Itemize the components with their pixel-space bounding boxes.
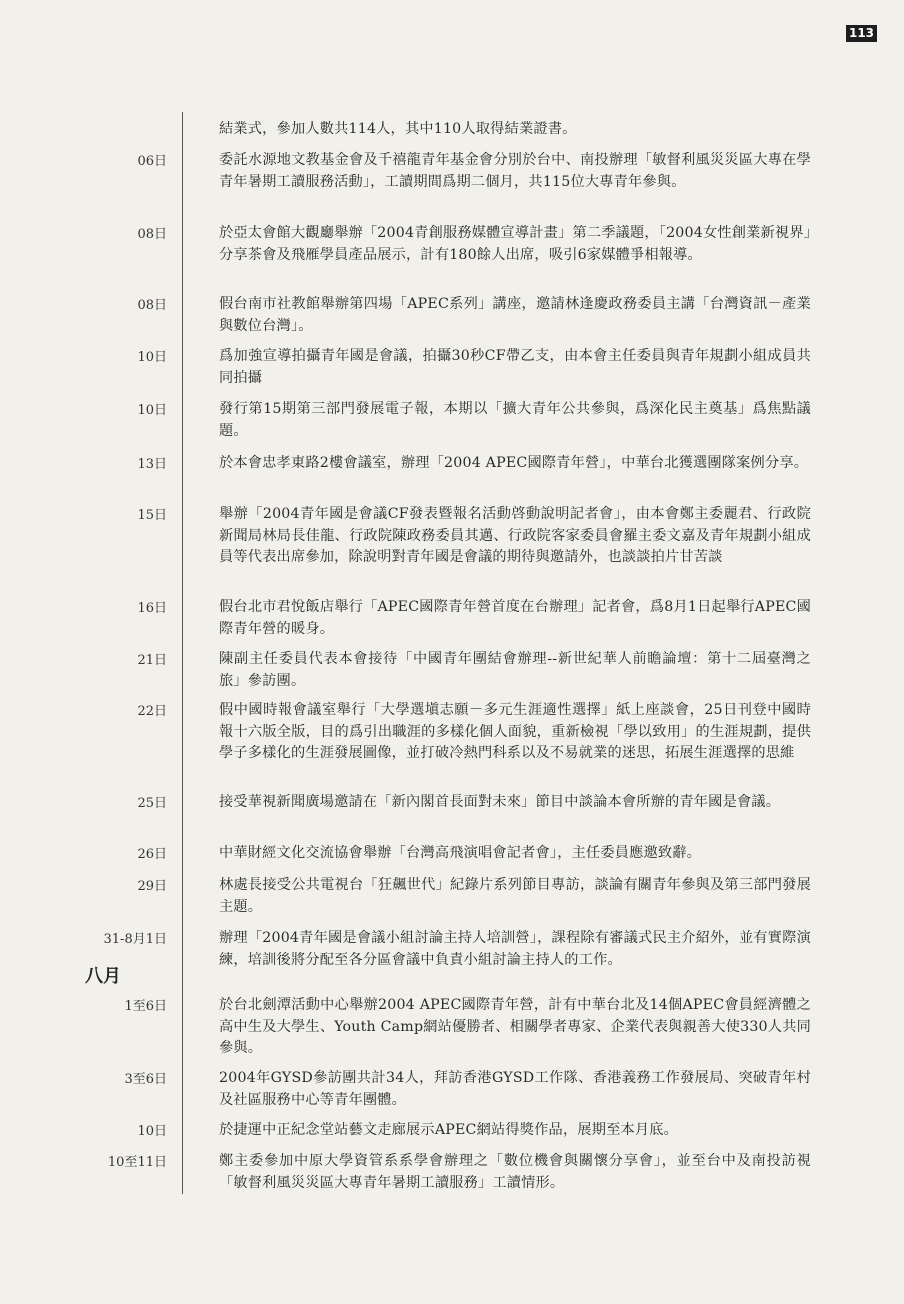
entry-date: 21日 — [137, 653, 167, 668]
timeline-divider — [182, 112, 183, 1194]
entry-date: 06日 — [137, 154, 167, 169]
entry-text: 辦理「2004青年國是會議小組討論主持人培訓營」，課程除有審議式民主介紹外，並有實際演練，培訓後將分配至各分區會議中負責小組討論主持人的工作。 — [219, 930, 811, 968]
entry-date: 16日 — [137, 601, 167, 616]
entry-date: 10日 — [137, 1124, 167, 1139]
entry-text: 於亞太會館大觀廳舉辦「2004青創服務媒體宣導計畫」第二季議題，「2004女性創業新視界」分享茶會及飛雁學員產品展示，計有180餘人出席，吸引6家媒體爭相報導。 — [219, 225, 811, 263]
entry-text: 鄭主委參加中原大學資管系系學會辦理之「數位機會與關懷分享會」，並至台中及南投訪視「敏督利風災災區大專青年暑期工讀服務」工讀情形。 — [219, 1153, 811, 1191]
page-number: 113 — [846, 25, 877, 42]
entry-text: 林處長接受公共電視台「狂飆世代」紀錄片系列節目專訪，談論有關青年參與及第三部門發展主題。 — [219, 877, 811, 915]
entry-text: 假台南市社教館舉辦第四場「APEC系列」講座，邀請林逢慶政務委員主講「台灣資訊－產業與數位台灣」。 — [219, 296, 811, 334]
entry-date: 08日 — [137, 298, 167, 313]
entry-date: 1至6日 — [124, 999, 167, 1014]
entry-date: 31-8月1日 — [103, 932, 167, 947]
entry-text: 爲加強宣導拍攝青年國是會議，拍攝30秒CF帶乙支，由本會主任委員與青年規劃小組成員共同拍攝 — [219, 348, 811, 386]
entry-text: 中華財經文化交流協會舉辦「台灣高飛演唱會記者會」，主任委員應邀致辭。 — [219, 845, 702, 861]
entry-text: 發行第15期第三部門發展電子報，本期以「擴大青年公共參與，爲深化民主奠基」爲焦點議題。 — [219, 401, 811, 439]
entry-date: 10至11日 — [107, 1155, 167, 1170]
entry-date: 25日 — [137, 796, 167, 811]
entry-date: 10日 — [137, 350, 167, 365]
entry-date: 08日 — [137, 227, 167, 242]
entry-text: 舉辦「2004青年國是會議CF發表暨報名活動啓動說明記者會」，由本會鄭主委麗君、行政院新聞局林局長佳龍、行政院陳政務委員其邁、行政院客家委員會羅主委文嘉及青年規劃小組成員等代表出席參加，除說明對青年國是會議的期待與邀請外，也談談拍片甘苦談 — [219, 506, 811, 566]
entry-text: 委託水源地文教基金會及千禧龍青年基金會分別於台中、南投辦理「敏督利風災災區大專在學青年暑期工讀服務活動」，工讀期間爲期二個月，共115位大專青年參與。 — [219, 152, 811, 190]
entry-date: 26日 — [137, 847, 167, 862]
entry-text: 於捷運中正紀念堂站藝文走廊展示APEC網站得獎作品，展期至本月底。 — [219, 1122, 679, 1138]
entry-text: 假台北市君悅飯店舉行「APEC國際青年營首度在台辦理」記者會，爲8月1日起舉行APEC國際青年營的暖身。 — [219, 599, 811, 637]
entry-date: 15日 — [137, 508, 167, 523]
entry-date: 13日 — [137, 457, 167, 472]
entry-date: 10日 — [137, 403, 167, 418]
entry-text: 結業式，參加人數共114人，其中110人取得結業證書。 — [219, 121, 577, 137]
month-header: 八月 — [85, 966, 121, 987]
entry-text: 於本會忠孝東路2樓會議室，辦理「2004 APEC國際青年營」，中華台北獲選團隊案例分享。 — [219, 455, 809, 471]
entry-text: 接受華視新聞廣場邀請在「新內閣首長面對未來」節目中談論本會所辦的青年國是會議。 — [219, 794, 781, 810]
entry-date: 22日 — [137, 704, 167, 719]
entry-text: 陳副主任委員代表本會接待「中國青年團結會辦理--新世紀華人前瞻論壇：第十二屆臺灣之旅」參訪團。 — [219, 651, 811, 689]
entry-text: 假中國時報會議室舉行「大學選塡志願－多元生涯適性選擇」紙上座談會，25日刊登中國時報十六版全版，目的爲引出職涯的多樣化個人面貌，重新檢視「學以致用」的生涯規劃，提供學子多樣化的生涯發展圖像，並打破冷熱門科系以及不易就業的迷思，拓展生涯選擇的思維 — [219, 702, 811, 762]
entry-date: 29日 — [137, 879, 167, 894]
entry-text: 2004年GYSD參訪團共計34人，拜訪香港GYSD工作隊、香港義務工作發展局、突破青年村及社區服務中心等青年團體。 — [219, 1070, 811, 1108]
entry-text: 於台北劍潭活動中心舉辦2004 APEC國際青年營，計有中華台北及14個APEC會員經濟體之高中生及大學生、Youth Camp網站優勝者、相關學者專家、企業代表與親善大使330人共同參與。 — [219, 997, 811, 1057]
entry-date: 3至6日 — [124, 1072, 167, 1087]
